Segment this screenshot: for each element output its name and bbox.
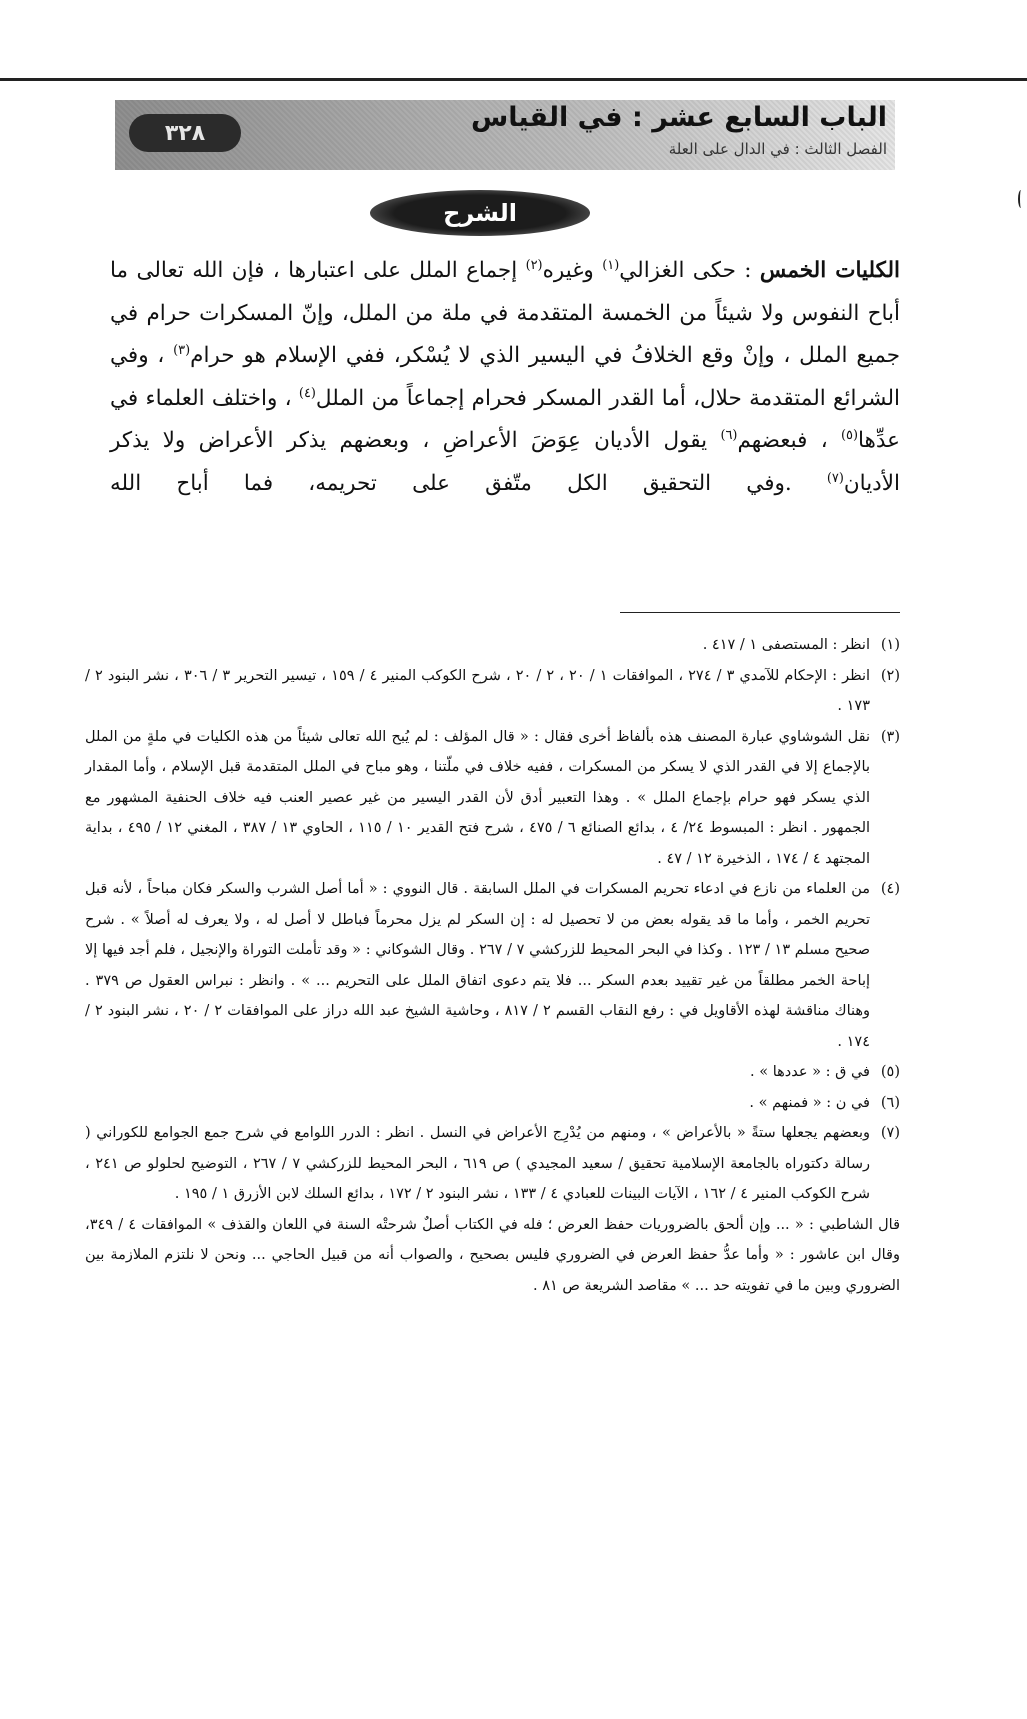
footnote bbox=[85, 661, 900, 722]
top-rule bbox=[0, 78, 1027, 81]
footnote-number: (١) bbox=[880, 637, 900, 653]
section-subtitle: الفصل الثالث : في الدال على العلة bbox=[668, 140, 887, 158]
footnote-text: انظر : المستصفى ١ / ٤١٧ . bbox=[702, 637, 870, 653]
margin-mark bbox=[1018, 190, 1024, 208]
main-paragraph bbox=[110, 250, 900, 505]
lead-term: الكليات الخمس bbox=[759, 258, 900, 283]
footnote-number: (٤) bbox=[880, 881, 900, 897]
footnote-text: من العلماء من نازع في ادعاء تحريم المسكرات في الملل السابقة . قال النووي : « أما أصل الشرب والسكر فكان مباحاً ، لأنه قبل تحريم الخمر ، وأما ما قد يقوله بعض من لا تحصيل له : إن السكر لم يزل محرماً فباطل لا أصل له ، ولا يعرف له أصلاً » . شرح صحيح مسلم ١٣ / ١٢٣ . وكذا في البحر المحيط للزركشي ٧ / ٢٦٧ . وقال الشوكاني : « وقد تأملت التوراة والإنجيل ، فلم أجد فيها إلا إباحة الخمر مطلقاً من غير تقييد بعدم السكر ... فلا يتم دعوى اتفاق الملل على التحريم ... » . وانظر : نبراس العقول ص ٣٧٩ . وهناك مناقشة لهذه الأقاويل في : رفع النقاب القسم ٢ / ٨١٧ ، وحاشية الشيخ عبد الله دراز على الموافقات ٢ / ٢٠ ، نشر البنود ٢ / ١٧٤ . bbox=[85, 881, 871, 1050]
footnote-text: في ن : « فمنهم » . bbox=[749, 1094, 870, 1111]
footnote bbox=[85, 722, 900, 875]
section-heading: الشرح bbox=[370, 190, 590, 236]
footnote-number: (٢) bbox=[880, 667, 900, 684]
paragraph-body: : حكى الغزالي$^{(١)}$ وغيره$^{(٢)}$ إجماع الملل على اعتبارها ، فإن الله تعالى ما أباح النفوس ولا شيئاً من الخمسة المتقدمة في ملة من الملل، وإنّ المسكرات حرام في جميع الملل ، وإنْ وقع الخلافُ في اليسير الذي لا يُسْكر، ففي الإسلام هو حرام$^{(٣)}$ ، وفي الشرائع المتقدمة حلال، أما القدر المسكر فحرام إجماعاً من الملل$^{(٤)}$ ، واختلف العلماء في عدِّها$^{(٥)}$ ، فبعضهم$^{(٦)}$ يقول الأديان عِوَضَ الأعراضِ ، وبعضهم يذكر الأعراض ولا يذكر الأديان$^{(٧)}$ .وفي التحقيق الكل متّفق على تحريمه، فما أباح الله bbox=[110, 257, 901, 496]
footnote bbox=[85, 874, 900, 1057]
footnote-number: (٥) bbox=[880, 1064, 900, 1080]
running-header bbox=[115, 100, 895, 170]
footnote-number: (٣) bbox=[880, 728, 900, 745]
page-number: ٣٢٨ bbox=[129, 114, 241, 152]
footnote-text: نقل الشوشاوي عبارة المصنف هذه بألفاظ أخرى فقال : « قال المؤلف : لم يُبح الله تعالى شيئاً من هذه الكليات في ملةٍ من الملل بالإجماع إلا في القدر الذي لا يسكر من المسكرات ، ففيه خلاف في ملّتنا ، وهو مباح في الملل المتقدمة قبل الإسلام ، وأما المقدار الذي يسكر فهو حرام بإجماع الملل » . وهذا التعبير أدق لأن القدر اليسير من غير عصير العنب فيه خلاف الحنفية المشهور مع الجمهور . انظر : المبسوط ٢٤/ ٤ ، بدائع الصنائع ٦ / ٤٧٥ ، شرح فتح القدير ١٠ / ١١٥ ، الحاوي ١٣ / ٣٨٧ ، المغني ١٢ / ٤٩٥ ، بداية المجتهد ٤ / ١٧٤ ، الذخيرة ١٢ / ٤٧ . bbox=[85, 728, 871, 867]
footnote-continuation: قال الشاطبي : « ... وإن ألحق بالضروريات حفظ العرض ؛ فله في الكتاب أصلٌ شرحتْه السنة في اللعان والقذف » الموافقات ٤ / ٣٤٩، وقال ابن عاشور : « وأما عدُّ حفظ العرض في الضروري فليس بصحيح ، والصواب أنه من قبيل الحاجي ... ونحن لا نلتزم الملازمة بين الضروري وبين ما في تفويته حد ... » مقاصد الشريعة ص ٨١ . bbox=[85, 1216, 900, 1294]
chapter-title: الباب السابع عشر : في القياس bbox=[470, 102, 887, 133]
footnotes bbox=[85, 630, 900, 1301]
footnote bbox=[85, 1118, 900, 1210]
footnote-text: انظر : الإحكام للآمدي ٣ / ٢٧٤ ، الموافقات ١ / ٢٠ ، ٢ / ٢٠ ، شرح الكوكب المنير ٤ / ١٥٩ ، تيسير التحرير ٣ / ٣٠٦ ، نشر البنود ٢ / ١٧٣ . bbox=[85, 667, 871, 714]
footnote-number: (٧) bbox=[880, 1125, 900, 1141]
footnote-text: في ق : « عددها » . bbox=[750, 1064, 870, 1080]
footnote bbox=[85, 1088, 900, 1119]
footnote bbox=[85, 630, 900, 661]
footnote-separator bbox=[620, 612, 900, 613]
footnote bbox=[85, 1057, 900, 1088]
footnote-number: (٦) bbox=[880, 1094, 900, 1111]
footnote-text: وبعضهم يجعلها ستةً « بالأعراض » ، ومنهم من يُدْرِج الأعراض في النسل . انظر : الدرر اللوامع في شرح جمع الجوامع للكوراني ( رسالة دكتوراه بالجامعة الإسلامية تحقيق / سعيد المجيدي ) ص ٦١٩ ، البحر المحيط للزركشي ٧ / ٢٦٧ ، التوضيح لحلولو ص ٢٤١ ، شرح الكوكب المنير ٤ / ١٦٢ ، الآيات البينات للعبادي ٤ / ١٣٣ ، نشر البنود ٢ / ١٧٢ ، بدائع السلك لابن الأزرق ١ / ١٩٥ . bbox=[85, 1125, 871, 1202]
